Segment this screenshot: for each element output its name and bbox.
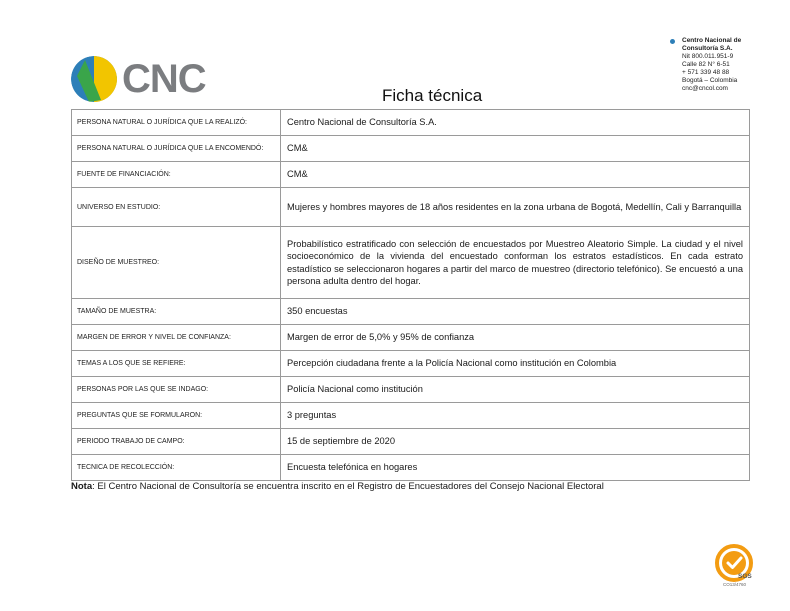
row-value: 350 encuestas xyxy=(281,299,750,325)
row-value: Margen de error de 5,0% y 95% de confianza xyxy=(281,325,750,351)
company-nit: Nit 800.011.951-9 xyxy=(682,53,734,60)
row-label: TAMAÑO DE MUESTRA: xyxy=(72,299,281,325)
row-value: Encuesta telefónica en hogares xyxy=(281,455,750,481)
page-title: Ficha técnica xyxy=(382,86,483,105)
company-name-line2: Consultoría S.A. xyxy=(682,45,733,52)
table-row xyxy=(72,455,750,481)
table-row xyxy=(72,136,750,162)
cnc-logo-text: CNC xyxy=(122,57,206,101)
table-row xyxy=(72,188,750,227)
row-label: PERSONA NATURAL O JURÍDICA QUE LA REALIZÓ: xyxy=(72,110,281,136)
company-phone: + 571 339 48 88 xyxy=(682,69,730,76)
row-label: FUENTE DE FINANCIACIÓN: xyxy=(72,162,281,188)
row-label: TEMAS A LOS QUE SE REFIERE: xyxy=(72,351,281,377)
cnc-logo-mark xyxy=(71,56,117,102)
row-label: PERIODO TRABAJO DE CAMPO: xyxy=(72,429,281,455)
seal-code: CO13/4760 xyxy=(723,582,747,587)
company-email[interactable]: cnc@cncol.com xyxy=(682,85,728,92)
company-city: Bogotá – Colombia xyxy=(682,77,738,84)
company-name-line1: Centro Nacional de xyxy=(682,37,742,44)
footnote xyxy=(71,481,604,492)
row-value: Mujeres y hombres mayores de 18 años residentes en la zona urbana de Bogotá, Medellín, Cali y Barranquilla xyxy=(281,188,750,227)
row-label: PERSONAS POR LAS QUE SE INDAGO: xyxy=(72,377,281,403)
table-row xyxy=(72,162,750,188)
row-value: Centro Nacional de Consultoría S.A. xyxy=(281,110,750,136)
footnote-text: : El Centro Nacional de Consultoría se encuentra inscrito en el Registro de Encuestadores del Consejo Nacional Electoral xyxy=(92,481,604,492)
company-address: Calle 82 N° 6-51 xyxy=(682,61,730,68)
table-row xyxy=(72,299,750,325)
row-label: PREGUNTAS QUE SE FORMULARON: xyxy=(72,403,281,429)
table-row xyxy=(72,227,750,299)
row-label: TECNICA DE RECOLECCIÓN: xyxy=(72,455,281,481)
row-value: 3 preguntas xyxy=(281,403,750,429)
ficha-table xyxy=(71,109,750,481)
row-value: Policía Nacional como institución xyxy=(281,377,750,403)
footnote-prefix: Nota xyxy=(71,481,93,492)
row-label: DISEÑO DE MUESTREO: xyxy=(72,227,281,299)
row-value: CM& xyxy=(281,136,750,162)
table-row xyxy=(72,351,750,377)
table-row xyxy=(72,403,750,429)
table-row xyxy=(72,429,750,455)
row-label: UNIVERSO EN ESTUDIO: xyxy=(72,188,281,227)
row-label: MARGEN DE ERROR Y NIVEL DE CONFIANZA: xyxy=(72,325,281,351)
row-value: CM& xyxy=(281,162,750,188)
row-label: PERSONA NATURAL O JURÍDICA QUE LA ENCOMENDÓ: xyxy=(72,136,281,162)
seal-label: SGS xyxy=(738,573,752,580)
cnc-logo xyxy=(71,55,221,105)
bullet-icon xyxy=(670,39,675,44)
table-row xyxy=(72,377,750,403)
table-row xyxy=(72,110,750,136)
table-row xyxy=(72,325,750,351)
row-value: Probabilístico estratificado con selección de encuestados por Muestreo Aleatorio Simple. La ciudad y el nivel socioeconómico de la vivienda del encuestado conforman los estratos estadísticos. En cada estrato estadístico se seleccionaron hogares a partir del marco de muestreo (directorio telefónico). Se encuestó a una persona adulta dentro del hogar. xyxy=(281,227,750,299)
row-value: Percepción ciudadana frente a la Policía Nacional como institución en Colombia xyxy=(281,351,750,377)
row-value: 15 de septiembre de 2020 xyxy=(281,429,750,455)
